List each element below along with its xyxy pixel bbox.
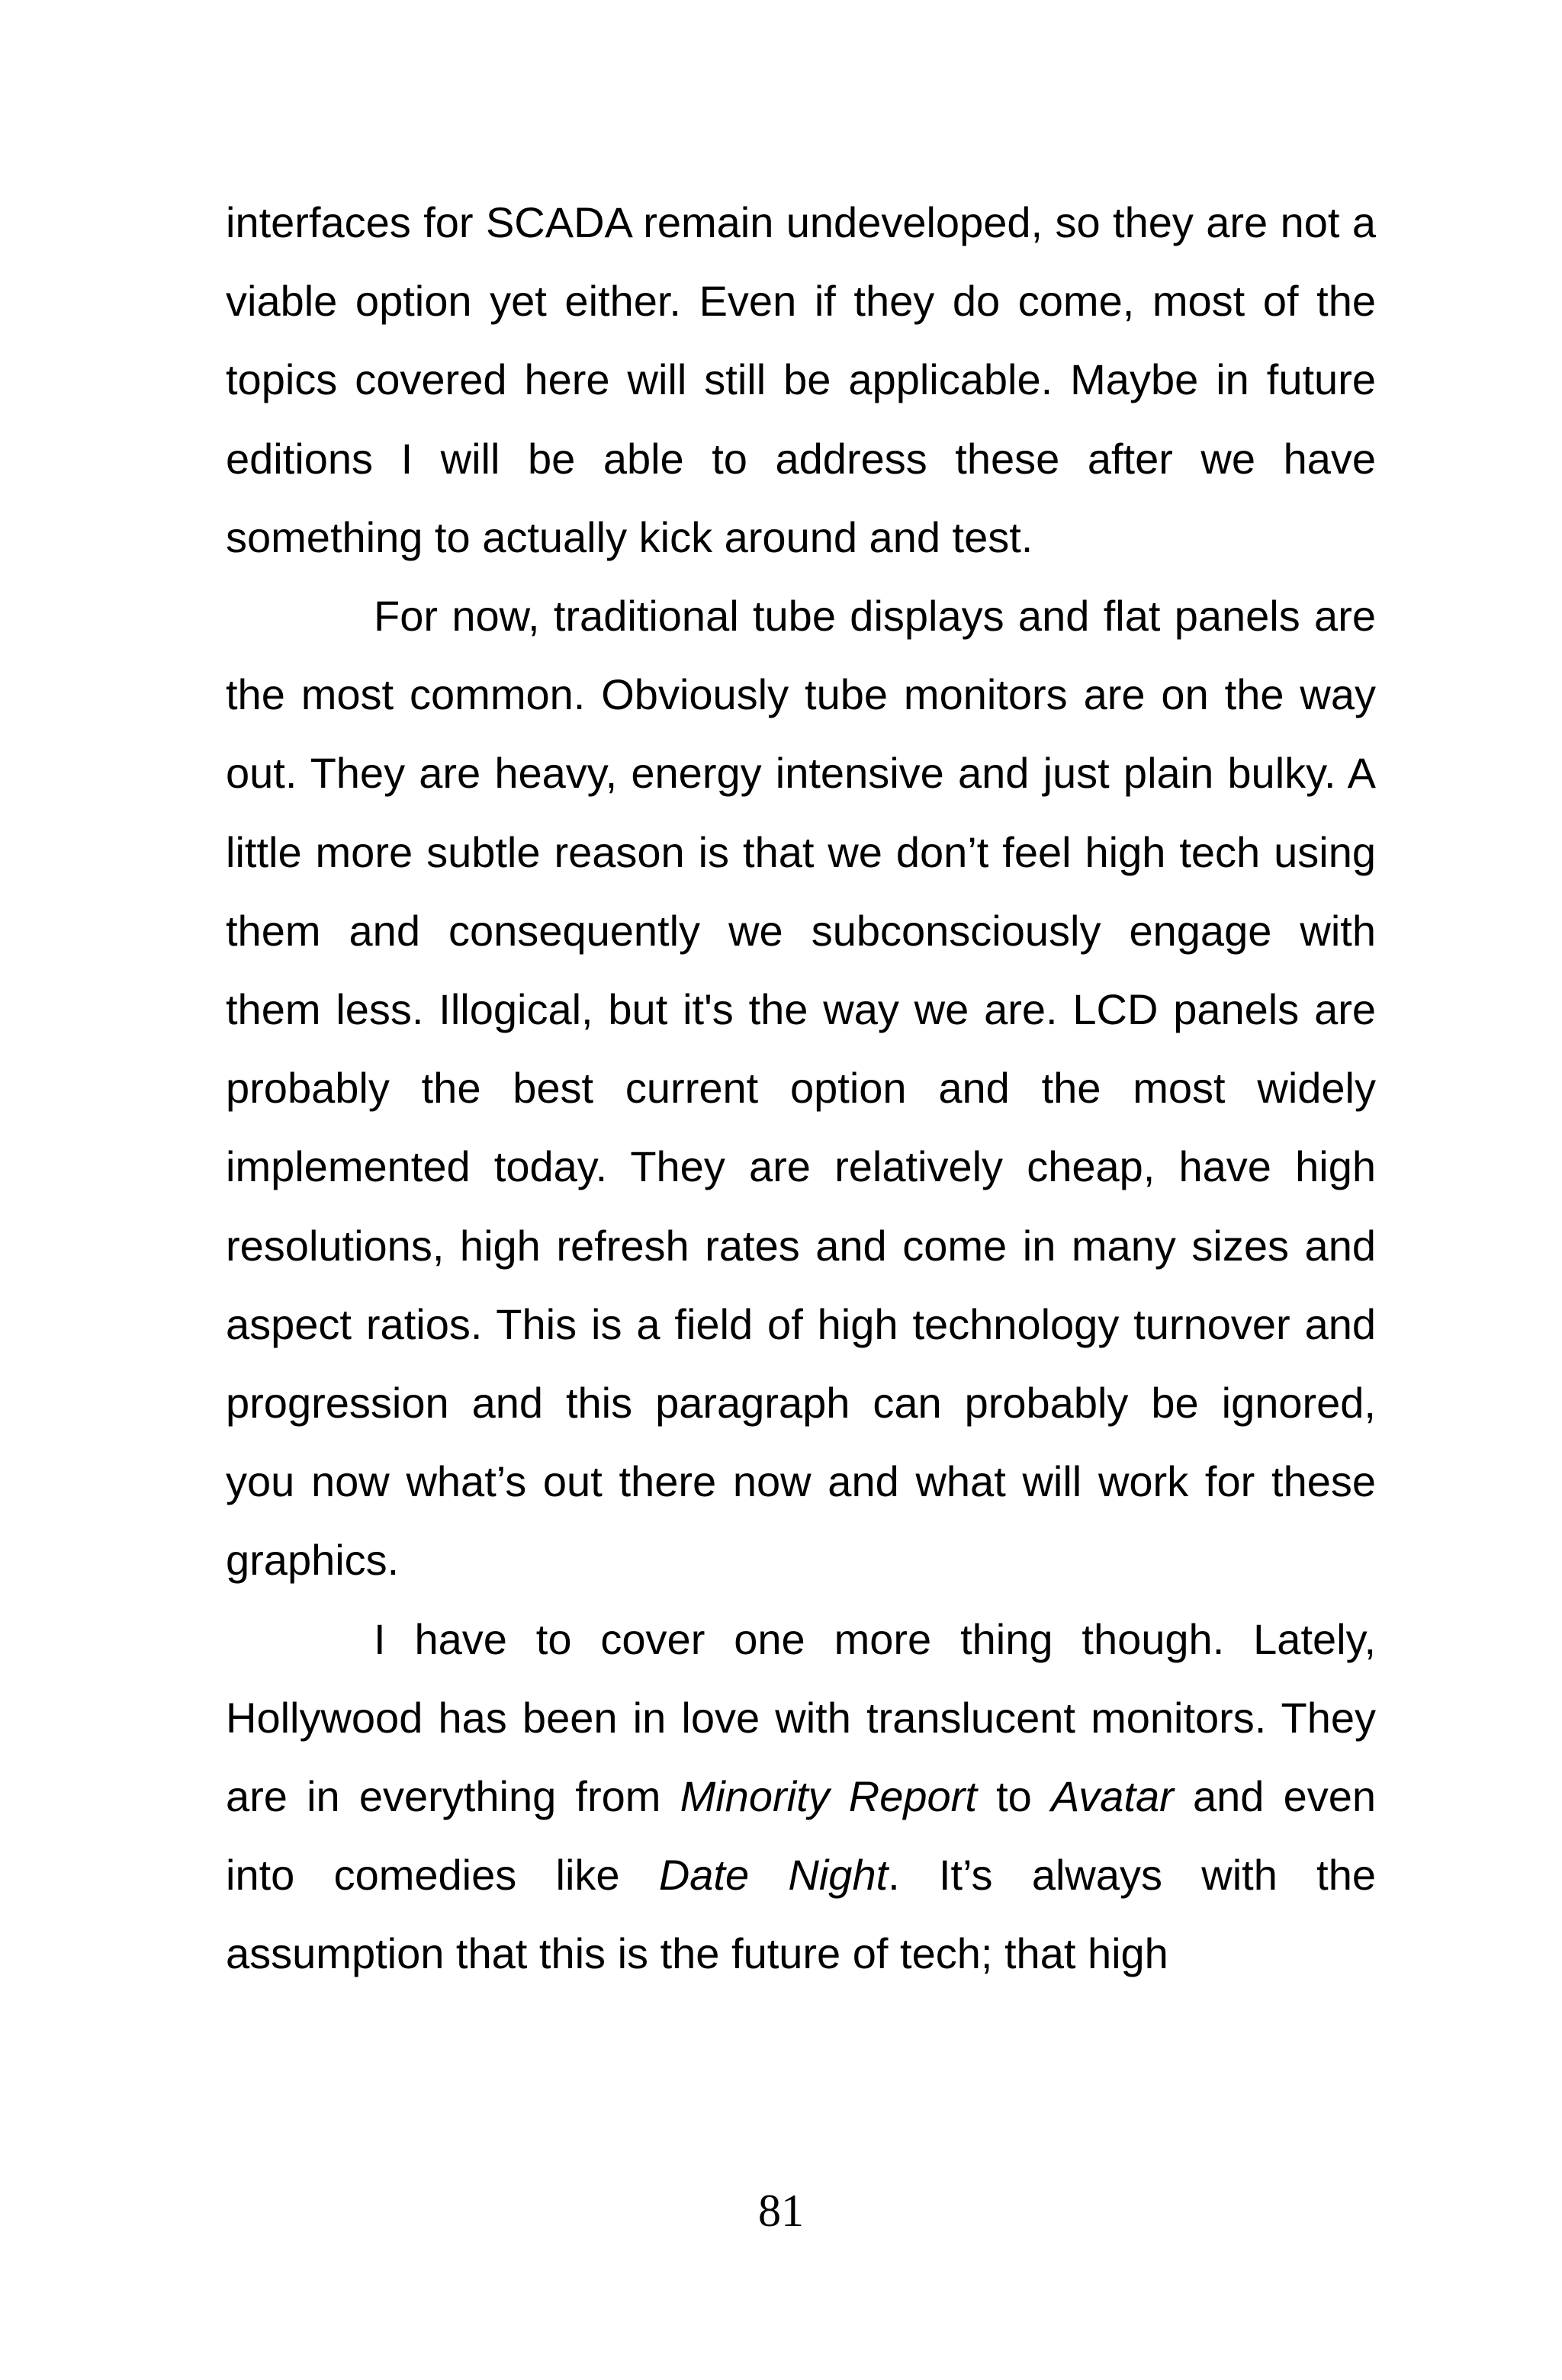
- film-title-date-night: Date Night: [658, 1851, 889, 1900]
- paragraph-3-text: and even into comedies like: [226, 1772, 1377, 1900]
- paragraph-2: [226, 577, 1376, 1600]
- page-number: 81: [758, 2186, 804, 2236]
- paragraph-1-text: interfaces for SCADA remain undeveloped, so they are not a viable option yet either. Even if they do come, most of the topics covered here will still be applicable. Maybe in future editions I will be able to address these after we have something to actually kick around and test.: [226, 198, 1376, 561]
- paragraph-3-text: . It’s always with the assumption that this is the future of tech; that high: [226, 1851, 1376, 1978]
- paragraph-2-text: For now, traditional tube displays and flat panels are the most common. Obviously tube monitors are on the way out. They are heavy, energy intensive and just plain bulky. A little more subtle reason is that we don’t feel high tech using them and consequently we subconsciously engage with them less. Illogical, but it's the way we are. LCD panels are probably the best current option and the most widely implemented today. They are relatively cheap, have high resolutions, high refresh rates and come in many sizes and aspect ratios. This is a field of high technology turnover and progression and this paragraph can probably be ignored, you now what’s out there now and what will work for these graphics.: [226, 592, 1376, 1585]
- paragraph-3: [226, 1600, 1376, 1993]
- film-title-minority-report: Minority Report: [680, 1772, 977, 1821]
- paragraph-3-text: to: [976, 1772, 1051, 1821]
- page-body: [226, 183, 1376, 1993]
- paragraph-3-text: I have to cover one more thing though. Lately, Hollywood has been in love with translucent monitors. They are in everything from: [226, 1614, 1376, 1821]
- film-title-avatar: Avatar: [1050, 1772, 1174, 1821]
- paragraph-1: [226, 183, 1376, 577]
